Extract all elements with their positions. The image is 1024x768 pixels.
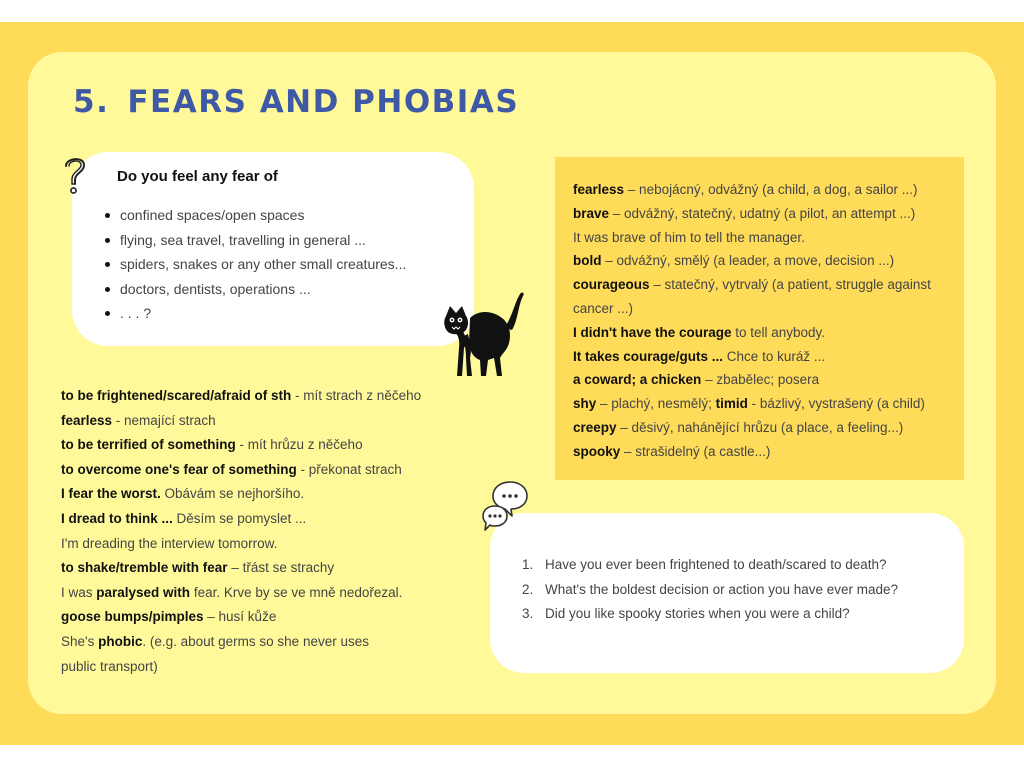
list-item: I'm dreading the interview tomorrow.: [61, 535, 278, 551]
discussion-questions: [522, 555, 898, 629]
vocabulary-list-left: [61, 386, 421, 681]
list-item: confined spaces/open spaces: [102, 205, 406, 230]
page-title: [73, 84, 519, 120]
list-item: fearless - nemající strach: [61, 412, 216, 428]
speech-bubbles-icon: [481, 478, 531, 534]
list-item: spiders, snakes or any other small creatures...: [102, 254, 406, 279]
list-item: . . . ?: [102, 303, 406, 328]
list-item: fearless – nebojácný, odvážný (a child, a dog, a sailor ...): [573, 182, 918, 197]
question-mark-icon: [60, 154, 90, 196]
fear-list: [102, 205, 406, 328]
list-item: 1. Have you ever been frightened to death/scared to death?: [522, 557, 887, 572]
list-item: I dread to think ... Děsím se pomyslet ...: [61, 510, 307, 526]
list-item: 2. What's the boldest decision or action you have ever made?: [522, 581, 899, 597]
list-item: I fear the worst. Obávám se nejhoršího.: [61, 486, 305, 502]
list-item: brave – odvážný, statečný, udatný (a pilot, an attempt ...): [573, 205, 916, 221]
list-item: public transport): [61, 658, 158, 674]
list-item: bold – odvážný, smělý (a leader, a move, decision ...): [573, 253, 895, 269]
list-item: courageous – statečný, vytrvalý (a patient, struggle against cancer ...): [573, 277, 931, 316]
section-number: 5.: [73, 84, 110, 120]
fear-heading: Do you feel any fear of: [117, 168, 278, 185]
black-cat-icon: [442, 288, 526, 380]
list-item: to be frightened/scared/afraid of sth - mít strach z něčeho: [61, 388, 422, 403]
list-item: to be terrified of something - mít hrůzu z něčeho: [61, 437, 363, 453]
title-text: FEARS AND PHOBIAS: [127, 84, 520, 120]
list-item: a coward; a chicken – zbabělec; posera: [573, 372, 820, 388]
list-item: spooky – strašidelný (a castle...): [573, 443, 771, 459]
list-item: 3. Did you like spooky stories when you were a child?: [522, 606, 850, 622]
list-item: to shake/tremble with fear – třást se strachy: [61, 560, 335, 576]
list-item: doctors, dentists, operations ...: [102, 279, 406, 304]
list-item: creepy – děsivý, nahánějící hrůzu (a place, a feeling...): [573, 419, 904, 435]
list-item: goose bumps/pimples – husí kůže: [61, 609, 277, 625]
list-item: to overcome one's fear of something - překonat strach: [61, 461, 402, 477]
vocabulary-list-right: [573, 178, 943, 464]
list-item: I was paralysed with fear. Krve by se ve mně nedořezal.: [61, 584, 403, 600]
list-item: shy – plachý, nesmělý; timid - bázlivý, vystrašený (a child): [573, 396, 925, 412]
list-item: flying, sea travel, travelling in general ...: [102, 230, 406, 255]
list-item: It was brave of him to tell the manager.: [573, 229, 805, 245]
list-item: I didn't have the courage to tell anybody.: [573, 324, 826, 340]
list-item: She's phobic. (e.g. about germs so she never uses: [61, 633, 369, 649]
list-item: It takes courage/guts ... Chce to kuráž ...: [573, 348, 826, 364]
